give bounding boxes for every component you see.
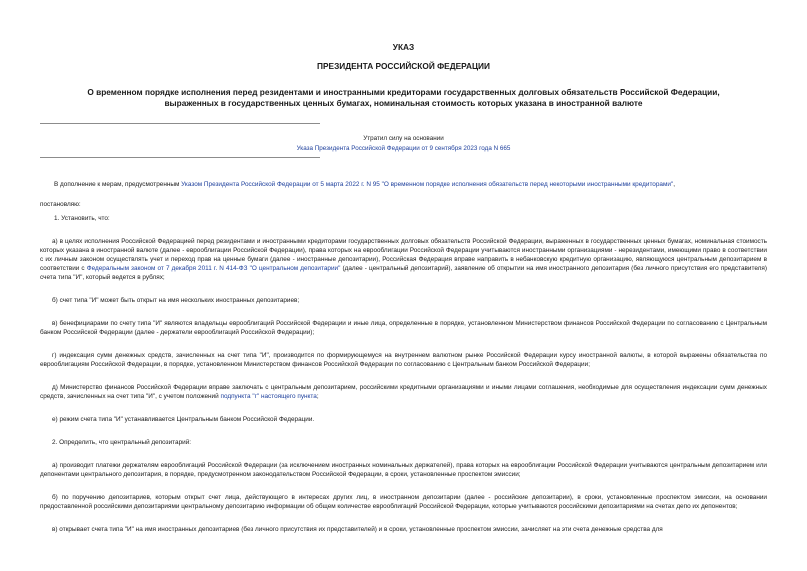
paragraph-1e xyxy=(40,383,767,401)
paragraph-1a xyxy=(40,237,767,283)
paragraph-2: 2. Определить, что центральный депозитарий: xyxy=(52,438,192,446)
paragraph-1c: в) бенефициарами по счету типа "И" являются владельцы еврооблигаций Российской Федерации и иные лица, определенные в порядке, установленном Министерством финансов Российской Федерации по согласованию с Центральным банком Российской Федерации (далее - держатели еврооблигаций Российской Федерации); xyxy=(40,320,767,337)
intro-link[interactable]: Указом Президента Российской Федерации от 5 марта 2022 г. N 95 "О временном порядке исполнения обязательств перед некоторыми иностранными кредиторами" xyxy=(181,181,674,188)
paragraph-1b: б) счет типа "И" может быть открыт на имя нескольких иностранных депозитариев; xyxy=(52,297,300,305)
paragraph-1f: е) режим счета типа "И" устанавливается Центральным банком Российской Федерации. xyxy=(52,416,315,424)
document-body xyxy=(40,180,767,547)
paragraph-1a-link[interactable]: Федеральным законом от 7 декабря 2011 г. N 414-ФЗ "О центральном депозитарии" xyxy=(86,265,341,273)
paragraph-2b: б) по поручению депозитариев, которым открыт счет лица, действующего в интересах других лиц, в иностранном депозитарии (далее - российские депозитарии), в сроки, установленные проспектом эмиссии, на основании предоставленной российскими депозитариями центральному депозитарию информации об общем количестве еврооблигаций Российской Федерации, которые учитываются российскими депозитариями на счетах депо их депонентов; xyxy=(40,493,767,510)
doc-heading-line2: выраженных в государственных ценных бумагах, номинальная стоимость которых указана в иностранной валюте xyxy=(164,98,643,108)
paragraph-1: 1. Установить, что: xyxy=(54,215,110,223)
repeal-link[interactable]: Указа Президента Российской Федерации от 9 сентября 2023 года N 665 xyxy=(296,145,511,152)
paragraph-2c: в) открывает счета типа "И" на имя иностранных депозитариев (без личного присутствия их представителей) и в сроки, установленные проспектом эмиссии, зачисляет на эти счета денежные средства для xyxy=(52,525,663,533)
paragraph-1e-link[interactable]: подпункта "г" настоящего пункта xyxy=(220,393,317,401)
decree-word: постановляю: xyxy=(40,201,81,209)
repeal-note xyxy=(0,134,807,154)
doc-heading-line1: О временном порядке исполнения перед резидентами и иностранными кредиторами государственных долговых обязательств Российской Федерации, xyxy=(87,87,720,97)
paragraph-1a-text: а) в целях исполнения Российской Федерацией перед резидентами и иностранными кредиторами государственных долговых обязательств Российской Федерации, выраженных в государственных ценных бумагах, номинальная стоимость которых указана в иностранной валюте (далее - еврооблигации Российской Федерации), права которых на еврооблигации Российской Федерации учитываются иностранными организациями - нерезидентами, имеющими право в соответствии с их личным законом осуществлять учет и переход прав на ценные бумаги (далее - иностранные депозитарии), Российская Федерация вправе направить в небанковскую кредитную организацию, являющуюся центральным депозитарием в соответствии с xyxy=(40,237,767,273)
doc-type-title: УКАЗ xyxy=(392,42,415,52)
paragraph-2a: а) производит платежи держателям еврооблигаций Российской Федерации (за исключением иностранных номинальных держателей), права которых на еврооблигации Российской Федерации учитываются центральным депозитарием или депонентами центрального депозитария, в порядке, предусмотренном законодательством Российской Федерации, в сроки, установленные проспектом эмиссии; xyxy=(40,461,767,478)
repeal-text: Утратил силу на основании xyxy=(363,135,444,142)
paragraph-1e-text: д) Министерство финансов Российской Федерации вправе заключать с центральным депозитарием, российскими кредитными организациями и иными лицами соглашения, необходимые для осуществления индексации сумм денежных средств, зачисленных на счет типа "И", с учетом положений xyxy=(40,384,767,401)
intro-text-end: , xyxy=(673,181,675,188)
divider-top xyxy=(40,123,320,124)
paragraph-1e-text-end: ; xyxy=(316,393,319,401)
intro-paragraph xyxy=(40,180,767,189)
paragraph-1a-text-end: (далее - центральный депозитарий), заявление об открытии на имя иностранного депозитария (без личного присутствия его представителя) счета типа "И", который ведется в рублях; xyxy=(40,265,767,282)
divider-bottom xyxy=(40,157,320,158)
doc-heading xyxy=(40,87,767,109)
doc-issuer-title: ПРЕЗИДЕНТА РОССИЙСКОЙ ФЕДЕРАЦИИ xyxy=(317,61,490,71)
paragraph-1d: г) индексация сумм денежных средств, зачисленных на счет типа "И", производится по формирующемуся на внутреннем валютном рынке Российской Федерации курсу иностранной валюты, в которой выражены обязательства по еврооблигациям Российской Федерации, в порядке, установленном Министерством финансов Российской Федерации по согласованию с Центральным банком Российской Федерации; xyxy=(40,352,767,369)
intro-text: В дополнение к мерам, предусмотренным xyxy=(54,181,182,188)
